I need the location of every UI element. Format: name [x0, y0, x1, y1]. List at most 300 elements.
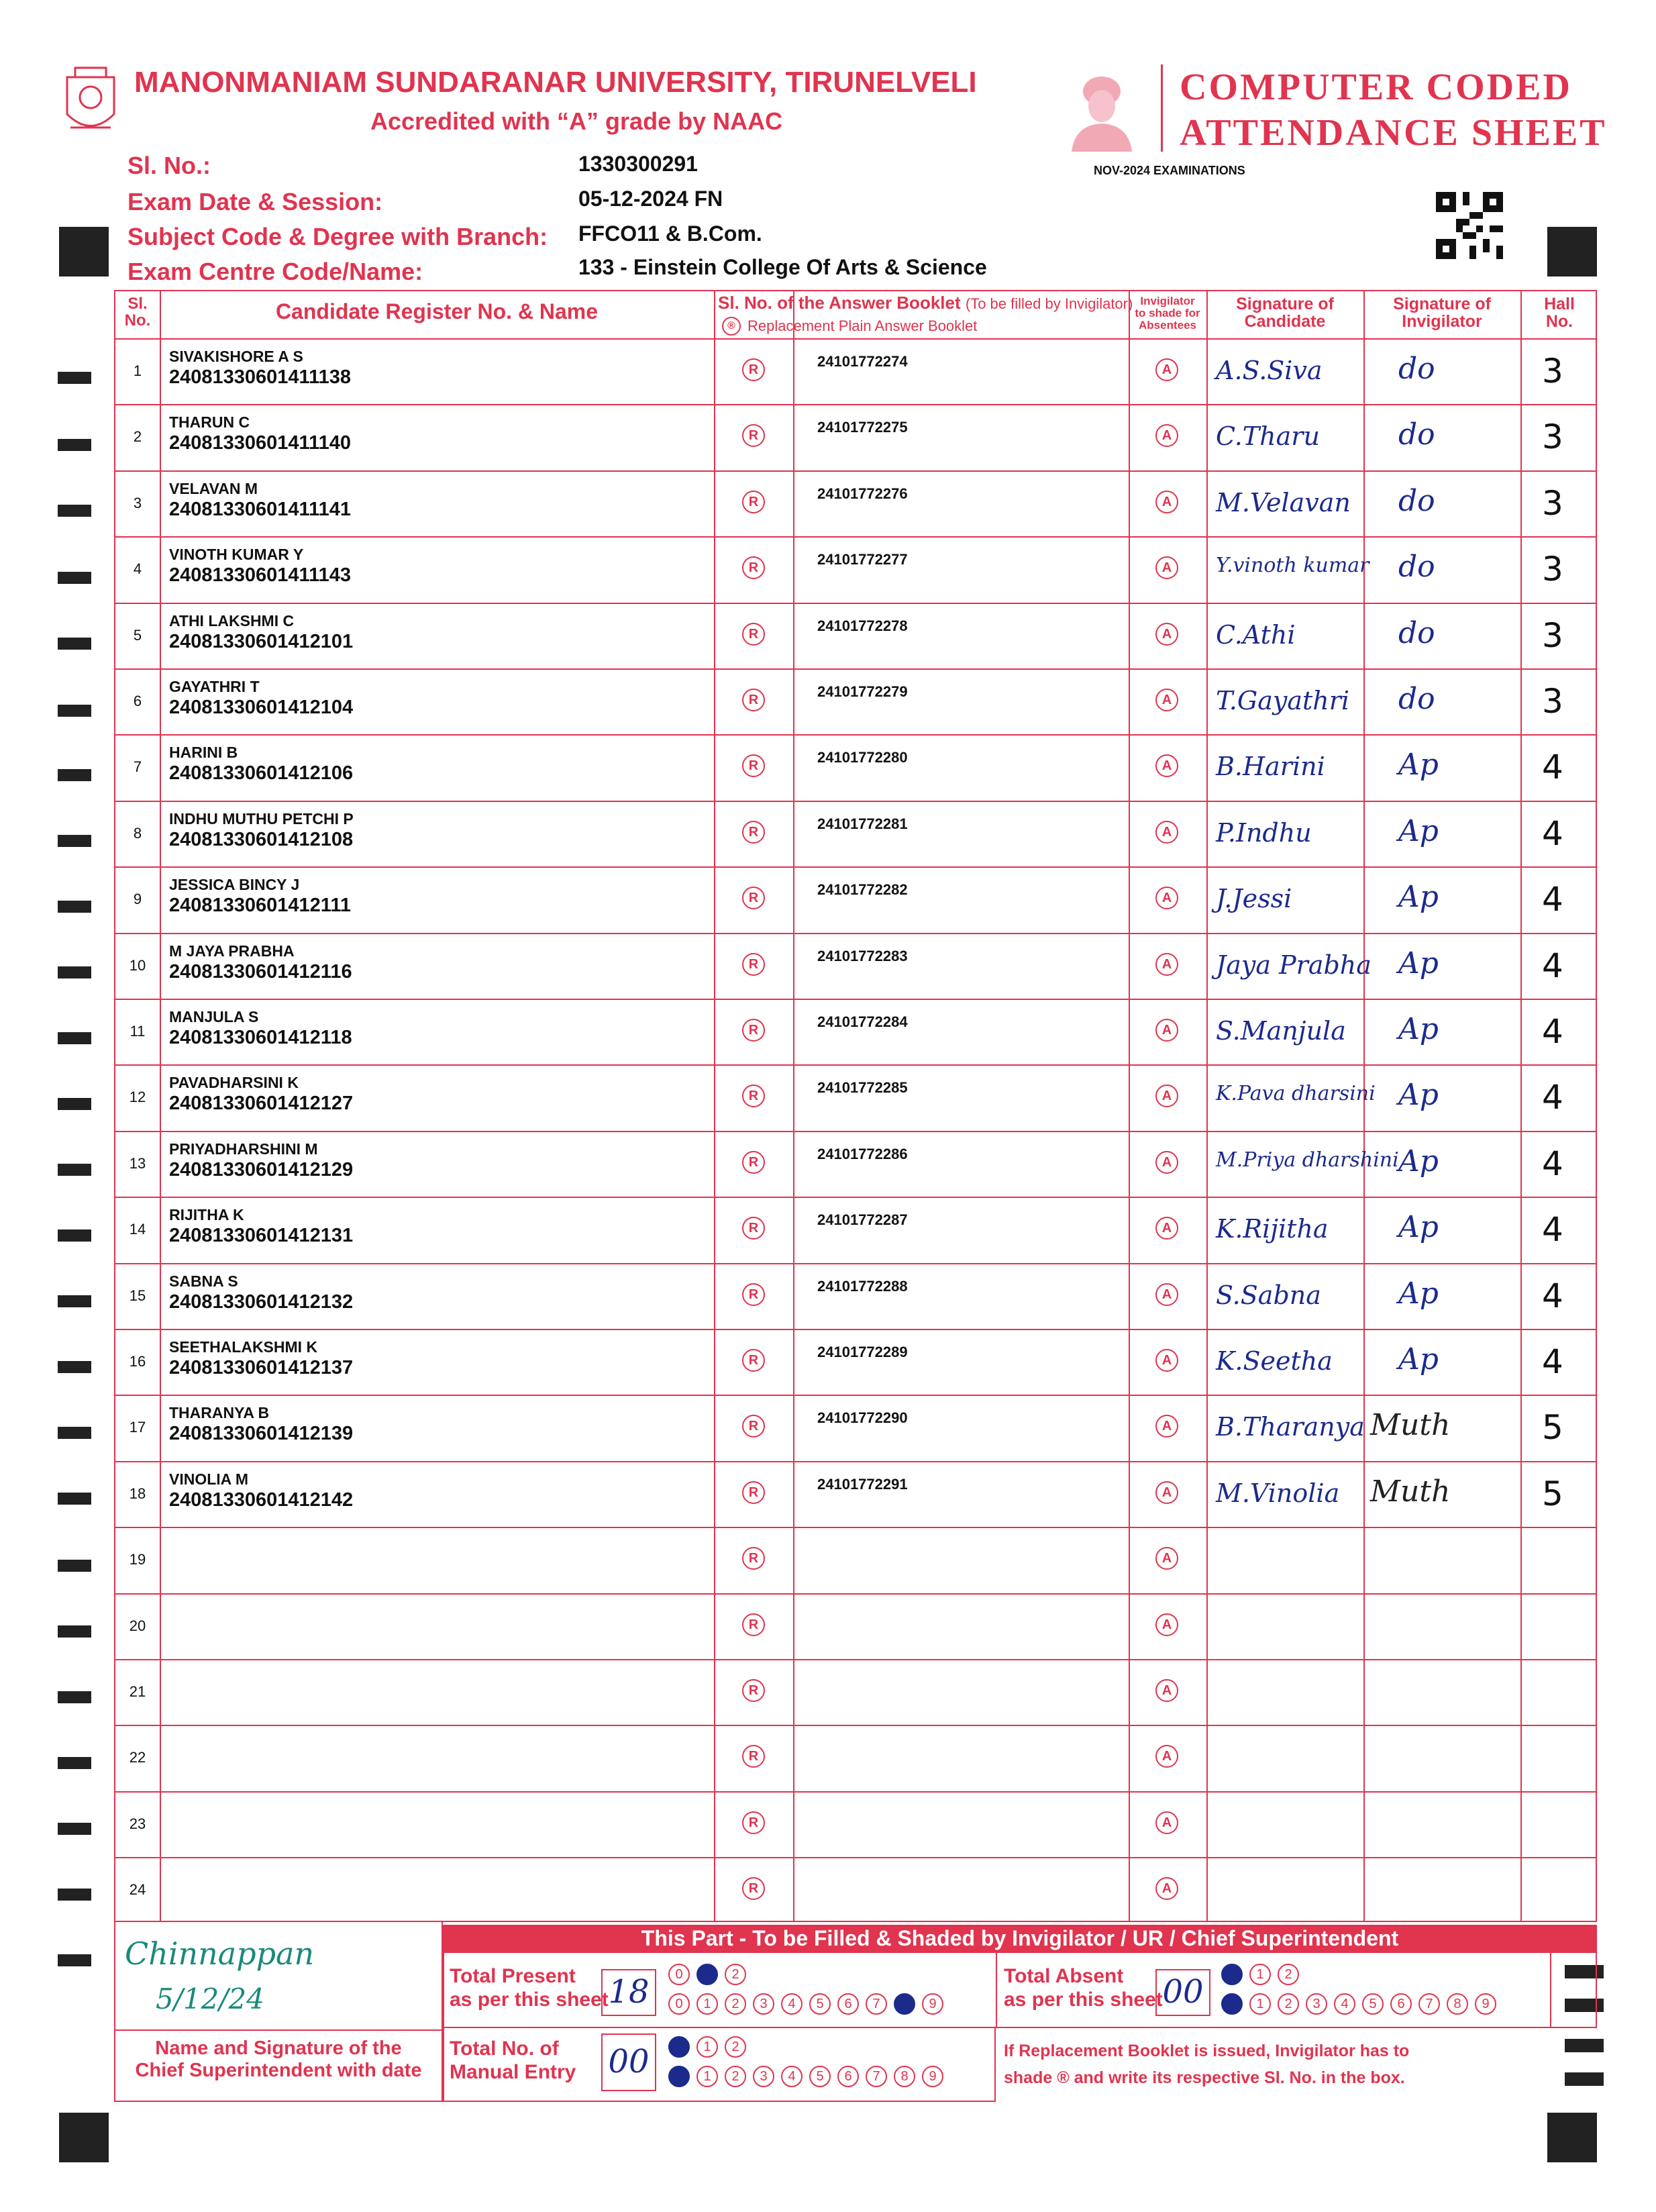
invigilator-signature: Ap [1398, 880, 1439, 915]
answer-booklet-no: 24101772284 [817, 1013, 908, 1030]
candidate-name: VELAVAN M [169, 479, 258, 497]
absent-units-bubble[interactable]: 6 [1390, 1993, 1412, 2015]
invigilator-signature: Ap [1398, 946, 1439, 981]
replacement-booklet-bubble[interactable]: R [742, 1613, 765, 1636]
present-units-bubble[interactable]: 2 [725, 1993, 746, 2015]
timing-mark-left [58, 901, 91, 913]
hall-no: 4 [1542, 748, 1563, 787]
invigilator-signature: Ap [1398, 1342, 1439, 1376]
candidate-register-no: 24081330601412118 [169, 1027, 352, 1048]
chief-superintendent-label: Name and Signature of the Chief Superintendent with date [135, 2038, 422, 2082]
invigilator-signature: Ap [1398, 1012, 1439, 1046]
row-sl-no: 19 [129, 1551, 146, 1568]
timing-mark-left [58, 966, 91, 978]
replacement-booklet-bubble[interactable]: R [742, 1415, 765, 1438]
manual-tens-bubble[interactable]: 0 [668, 2036, 690, 2058]
total-present-value[interactable]: 18 [601, 1969, 656, 2016]
row-sl-no: 22 [129, 1749, 146, 1766]
candidate-register-no: 24081330601411138 [169, 366, 351, 388]
hall-no: 3 [1542, 483, 1563, 523]
answer-booklet-no: 24101772279 [817, 683, 908, 700]
row-sl-no: 7 [133, 758, 142, 776]
absent-tens-bubble[interactable]: 1 [1249, 1964, 1271, 1985]
present-units-bubble[interactable]: 5 [809, 1993, 831, 2015]
present-units-bubble[interactable]: 9 [922, 1993, 943, 2015]
absentee-bubble[interactable]: A [1155, 887, 1178, 909]
absent-units-bubble[interactable]: 4 [1334, 1993, 1355, 2015]
row-divider [115, 933, 1596, 934]
absentee-bubble[interactable]: A [1155, 1151, 1178, 1174]
absentee-bubble[interactable]: A [1155, 424, 1178, 447]
row-divider [115, 1791, 1596, 1793]
candidate-signature: S.Manjula [1216, 1016, 1346, 1046]
footer-divider [1550, 1952, 1551, 2028]
answer-booklet-no: 24101772281 [817, 815, 908, 832]
row-sl-no: 10 [129, 956, 146, 974]
candidate-register-no: 24081330601412104 [169, 697, 354, 718]
row-divider [115, 1593, 1596, 1595]
absentee-bubble[interactable]: A [1155, 821, 1178, 844]
candidate-register-no: 24081330601412142 [169, 1489, 354, 1511]
col-booklet-main: Sl. No. of the Answer Booklet [718, 293, 961, 313]
replacement-booklet-bubble[interactable]: R [742, 1085, 765, 1107]
candidate-signature: K.Seetha [1216, 1346, 1333, 1376]
answer-booklet-no: 24101772288 [817, 1277, 908, 1295]
hall-no: 5 [1542, 1474, 1563, 1513]
hall-no: 3 [1542, 550, 1563, 589]
absentee-bubble[interactable]: A [1155, 1877, 1178, 1900]
row-divider [115, 338, 1596, 340]
present-units-bubble[interactable]: 3 [753, 1993, 774, 2015]
present-tens-bubble[interactable]: 2 [725, 1964, 746, 1985]
row-sl-no: 1 [133, 362, 142, 379]
col-invigilator-shade: Invigilator to shade for Absentees [1135, 295, 1200, 332]
absent-units-bubble[interactable]: 9 [1475, 1993, 1496, 2015]
candidate-signature: J.Jessi [1216, 884, 1292, 914]
candidate-name: ATHI LAKSHMI C [169, 611, 295, 630]
candidate-name: THARANYA B [169, 1404, 270, 1422]
candidate-signature: P.Indhu [1216, 817, 1312, 848]
present-units-bubble[interactable]: 6 [837, 1993, 859, 2015]
manual-units-bubble[interactable]: 2 [725, 2066, 746, 2087]
invigilator-signature: Ap [1398, 1276, 1439, 1311]
timing-mark-left [58, 439, 91, 451]
hall-no: 4 [1542, 1210, 1563, 1250]
registration-mark-bottom-left [59, 2113, 109, 2162]
candidate-signature: C.Tharu [1216, 421, 1320, 452]
candidate-signature: M.Vinolia [1216, 1478, 1340, 1508]
manual-units-bubble[interactable]: 9 [922, 2066, 943, 2087]
replacement-booklet-bubble[interactable]: R [742, 556, 765, 579]
row-sl-no: 14 [129, 1221, 146, 1238]
manual-units-bubble[interactable]: 5 [809, 2066, 831, 2087]
col-sig-invigilator: Signature of Invigilator [1393, 295, 1491, 332]
registration-mark-top-right [1547, 227, 1597, 276]
replacement-booklet-bubble[interactable]: R [742, 358, 765, 381]
replacement-booklet-bubble[interactable]: R [742, 1811, 765, 1834]
replacement-booklet-bubble[interactable]: R [742, 1877, 765, 1900]
manual-units-bubble[interactable]: 0 [668, 2066, 690, 2087]
candidate-name: THARUN C [169, 413, 250, 432]
candidate-signature: B.Harini [1216, 752, 1325, 782]
candidate-name: VINOLIA M [169, 1470, 248, 1488]
candidate-name: PAVADHARSINI K [169, 1074, 299, 1092]
replacement-booklet-bubble[interactable]: R [742, 1217, 765, 1240]
candidate-register-no: 24081330601411141 [169, 498, 351, 520]
present-units-bubble[interactable]: 8 [894, 1993, 915, 2015]
absentee-bubble[interactable]: A [1155, 1415, 1178, 1438]
sheet-title-line2: ATTENDANCE SHEET [1180, 112, 1607, 154]
candidate-name: VINOTH KUMAR Y [169, 546, 304, 564]
row-divider [115, 1659, 1596, 1660]
absent-units-bubble[interactable]: 7 [1418, 1993, 1440, 2015]
replacement-booklet-bubble[interactable]: R [742, 1547, 765, 1570]
timing-mark-left [58, 1691, 91, 1703]
absent-units-bubble[interactable]: 8 [1447, 1993, 1468, 2015]
replacement-booklet-bubble[interactable]: R [742, 1679, 765, 1702]
absentee-bubble[interactable]: A [1155, 556, 1178, 579]
answer-booklet-no: 24101772286 [817, 1145, 908, 1162]
total-present-label: Total Present as per this sheet [450, 1965, 609, 2011]
candidate-signature: M.Priya dharshini [1216, 1148, 1399, 1172]
row-sl-no: 15 [129, 1287, 146, 1304]
hall-no: 4 [1542, 946, 1563, 985]
hall-no: 4 [1542, 1276, 1563, 1315]
hall-no: 3 [1542, 615, 1563, 655]
invigilator-signature: do [1398, 615, 1435, 650]
timing-mark-left [58, 769, 91, 781]
candidate-name: SEETHALAKSHMI K [169, 1338, 318, 1356]
absentee-bubble[interactable]: A [1155, 1217, 1178, 1240]
chief-superintendent-signature: Chinnappan [125, 1936, 315, 1972]
absentee-bubble[interactable]: A [1155, 689, 1178, 711]
row-divider [115, 1395, 1596, 1396]
replacement-booklet-bubble[interactable]: R [742, 689, 765, 711]
footer-divider [996, 1952, 997, 2028]
candidate-signature: A.S.Siva [1216, 356, 1323, 385]
absentee-bubble[interactable]: A [1155, 623, 1178, 646]
row-sl-no: 23 [129, 1815, 146, 1832]
row-sl-no: 21 [129, 1683, 146, 1700]
timing-mark-right [1565, 2039, 1604, 2052]
subject-label: Subject Code & Degree with Branch: [127, 223, 548, 250]
replacement-booklet-bubble[interactable]: R [742, 1349, 765, 1372]
answer-booklet-no: 24101772283 [817, 947, 908, 964]
candidate-register-no: 24081330601412108 [169, 828, 354, 850]
timing-mark-left [58, 1164, 91, 1176]
replacement-booklet-bubble[interactable]: R [742, 887, 765, 909]
row-divider [115, 1461, 1596, 1462]
absentee-bubble[interactable]: A [1155, 1811, 1178, 1834]
absentee-bubble[interactable]: A [1155, 953, 1178, 976]
replacement-booklet-bubble[interactable]: R [742, 754, 765, 777]
timing-mark-left [58, 1625, 91, 1638]
present-units-bubble[interactable]: 1 [696, 1993, 718, 2015]
candidate-register-no: 24081330601412137 [169, 1357, 354, 1378]
absent-tens-bubble[interactable]: 2 [1278, 1964, 1299, 1985]
candidate-name: M JAYA PRABHA [169, 942, 295, 960]
replacement-booklet-bubble[interactable]: R [742, 491, 765, 513]
hall-no: 4 [1542, 1078, 1563, 1117]
university-logo [60, 64, 121, 141]
timing-mark-right [1565, 2072, 1604, 2086]
candidate-register-no: 24081330601412139 [169, 1423, 354, 1445]
invigilator-signature: do [1398, 550, 1435, 585]
row-sl-no: 4 [133, 560, 142, 578]
timing-mark-left [58, 505, 91, 517]
row-divider [115, 1527, 1596, 1528]
manual-entry-value[interactable]: 00 [601, 2033, 656, 2091]
candidate-name: GAYATHRI T [169, 678, 260, 695]
row-divider [115, 1064, 1596, 1066]
timing-mark-left [58, 1560, 91, 1572]
present-tens-bubble[interactable]: 0 [668, 1964, 690, 1985]
row-sl-no: 8 [133, 824, 142, 842]
absent-units-bubble[interactable]: 1 [1249, 1993, 1271, 2015]
timing-mark-left [58, 1493, 91, 1505]
candidate-signature: Y.vinoth kumar [1216, 554, 1369, 578]
timing-mark-left [58, 1032, 91, 1044]
candidate-signature: K.Pava dharsini [1216, 1082, 1376, 1106]
row-divider [115, 1329, 1596, 1330]
timing-mark-left [58, 1954, 91, 1966]
row-divider [115, 1263, 1596, 1264]
sl-no-value: 1330300291 [578, 152, 698, 176]
absentee-bubble[interactable]: A [1155, 1349, 1178, 1372]
replacement-booklet-bubble[interactable]: R [742, 1481, 765, 1504]
absent-tens-bubble[interactable]: 0 [1221, 1964, 1243, 1985]
absentee-bubble[interactable]: A [1155, 358, 1178, 381]
manual-units-bubble[interactable]: 4 [781, 2066, 803, 2087]
row-sl-no: 6 [133, 693, 142, 709]
manual-tens-bubble[interactable]: 2 [725, 2036, 746, 2058]
absentee-bubble[interactable]: A [1155, 1283, 1178, 1306]
col-sl-no: Sl. No. [124, 295, 151, 330]
answer-booklet-no: 24101772287 [817, 1211, 908, 1229]
row-sl-no: 11 [130, 1023, 146, 1040]
manual-units-bubble[interactable]: 6 [837, 2066, 859, 2087]
manual-units-bubble[interactable]: 7 [866, 2066, 887, 2087]
candidate-name: PRIYADHARSHINI M [169, 1140, 318, 1158]
invigilator-signature: Ap [1398, 1078, 1439, 1113]
absentee-bubble[interactable]: A [1155, 1019, 1178, 1042]
present-units-bubble[interactable]: 4 [781, 1993, 803, 2015]
centre-label: Exam Centre Code/Name: [127, 258, 423, 285]
sl-no-label: Sl. No.: [127, 152, 211, 179]
replacement-note: If Replacement Booklet is issued, Invigilator has to shade ® and write its respective Sl. No. in the box. [1004, 2042, 1410, 2087]
row-sl-no: 13 [129, 1154, 146, 1172]
absentee-bubble[interactable]: A [1155, 1481, 1178, 1504]
invigilator-signature: do [1398, 483, 1435, 518]
replacement-booklet-bubble[interactable]: R [742, 424, 765, 447]
row-sl-no: 9 [133, 891, 142, 908]
row-divider [115, 668, 1596, 670]
exam-session: NOV-2024 EXAMINATIONS [1094, 164, 1245, 177]
row-divider [115, 999, 1596, 1000]
timing-mark-left [58, 1229, 91, 1242]
col-candidate: Candidate Register No. & Name [275, 299, 599, 323]
accreditation: Accredited with “A” grade by NAAC [370, 107, 783, 135]
absentee-bubble[interactable]: A [1155, 754, 1178, 777]
candidate-name: HARINI B [169, 744, 238, 762]
row-sl-no: 12 [129, 1089, 146, 1106]
total-absent-label: Total Absent as per this sheet [1004, 1965, 1163, 2011]
replacement-booklet-bubble[interactable]: R [742, 1019, 765, 1042]
timing-mark-left [58, 1889, 91, 1901]
candidate-register-no: 24081330601412131 [169, 1225, 354, 1247]
candidate-signature: M.Velavan [1216, 487, 1351, 517]
candidate-register-no: 24081330601412127 [169, 1093, 354, 1115]
university-name: MANONMANIAM SUNDARANAR UNIVERSITY, TIRUNELVELI [134, 66, 977, 99]
manual-tens-bubble[interactable]: 1 [696, 2036, 718, 2058]
timing-mark-left [58, 372, 91, 384]
portrait-image [1062, 64, 1142, 152]
replacement-booklet-bubble[interactable]: R [742, 953, 765, 976]
absentee-bubble[interactable]: A [1155, 1547, 1178, 1570]
centre-value: 133 - Einstein College Of Arts & Science [578, 255, 987, 279]
replacement-symbol-icon: ® [722, 317, 741, 336]
row-divider [115, 1857, 1596, 1858]
answer-booklet-no: 24101772285 [817, 1079, 908, 1097]
hall-no: 3 [1542, 417, 1563, 457]
row-sl-no: 3 [133, 494, 142, 511]
absent-units-bubble[interactable]: 5 [1362, 1993, 1384, 2015]
replacement-booklet-bubble[interactable]: R [742, 1283, 765, 1306]
manual-units-bubble[interactable]: 1 [696, 2066, 718, 2087]
row-sl-no: 2 [133, 428, 142, 446]
invigilator-signature: do [1398, 352, 1435, 386]
row-divider [115, 603, 1596, 604]
absentee-bubble[interactable]: A [1155, 1745, 1178, 1768]
row-sl-no: 24 [129, 1881, 146, 1899]
invigilator-signature: Ap [1398, 1210, 1439, 1245]
candidate-register-no: 24081330601411140 [169, 432, 351, 454]
col-booklet [714, 293, 1133, 313]
candidate-register-no: 24081330601412129 [169, 1158, 354, 1180]
absent-units-bubble[interactable]: 2 [1278, 1993, 1299, 2015]
row-sl-no: 18 [129, 1485, 146, 1502]
answer-booklet-no: 24101772289 [817, 1344, 908, 1360]
timing-mark-left [58, 1361, 91, 1373]
row-sl-no: 16 [129, 1353, 146, 1370]
candidate-signature: B.Tharanya [1216, 1412, 1365, 1442]
invigilator-signature: Ap [1398, 813, 1439, 848]
invigilator-signature: do [1398, 682, 1435, 716]
candidate-register-no: 24081330601412101 [169, 630, 354, 652]
answer-booklet-no: 24101772290 [817, 1409, 908, 1427]
invigilator-signature: Muth [1370, 1408, 1451, 1443]
answer-booklet-no: 24101772280 [817, 749, 908, 766]
timing-mark-left [58, 835, 91, 847]
candidate-register-no: 24081330601412116 [169, 960, 352, 983]
qr-code-icon [1436, 192, 1503, 259]
col-booklet-replacement: Replacement Plain Answer Booklet [747, 317, 978, 334]
timing-mark-left [58, 1823, 91, 1835]
manual-units-bubble[interactable]: 8 [894, 2066, 915, 2087]
answer-booklet-no: 24101772276 [817, 485, 908, 502]
answer-booklet-no: 24101772275 [817, 419, 908, 436]
manual-entry-label: Total No. of Manual Entry [450, 2038, 576, 2083]
candidate-signature: T.Gayathri [1216, 686, 1350, 715]
col-hall: Hall No. [1544, 295, 1575, 332]
answer-booklet-no: 24101772277 [817, 551, 908, 568]
candidate-name: SIVAKISHORE A S [169, 348, 303, 365]
exam-date-label: Exam Date & Session: [127, 188, 383, 215]
answer-booklet-no: 24101772278 [817, 617, 908, 634]
header-divider [1161, 64, 1163, 152]
row-sl-no: 20 [129, 1617, 146, 1634]
timing-mark-left [58, 1098, 91, 1110]
row-sl-no: 5 [133, 626, 142, 644]
absentee-bubble[interactable]: A [1155, 1085, 1178, 1107]
candidate-register-no: 24081330601412106 [169, 762, 354, 785]
replacement-booklet-bubble[interactable]: R [742, 821, 765, 844]
absentee-bubble[interactable]: A [1155, 491, 1178, 513]
row-sl-no: 17 [129, 1419, 146, 1436]
absentee-bubble[interactable]: A [1155, 1679, 1178, 1702]
replacement-booklet-bubble[interactable]: R [742, 623, 765, 646]
invigilator-signature: do [1398, 417, 1435, 452]
present-units-bubble[interactable]: 0 [668, 1993, 690, 2015]
absent-units-bubble[interactable]: 0 [1221, 1993, 1243, 2015]
absent-units-bubble[interactable]: 3 [1306, 1993, 1327, 2015]
registration-mark-top-left [59, 227, 109, 276]
hall-no: 4 [1542, 1144, 1563, 1183]
candidate-name: RIJITHA K [169, 1206, 244, 1224]
present-units-bubble[interactable]: 7 [866, 1993, 887, 2015]
registration-mark-bottom-right [1547, 2113, 1597, 2162]
row-divider [115, 734, 1596, 736]
total-absent-value[interactable]: 00 [1155, 1969, 1210, 2016]
candidate-name: JESSICA BINCY J [169, 876, 300, 894]
timing-mark-left [58, 1295, 91, 1307]
replacement-booklet-bubble[interactable]: R [742, 1745, 765, 1768]
row-divider [115, 1197, 1596, 1198]
col-sig-candidate: Signature of Candidate [1236, 295, 1334, 332]
subject-value: FFCO11 & B.Com. [578, 221, 762, 246]
timing-mark-left [58, 1427, 91, 1439]
candidate-register-no: 24081330601412132 [169, 1291, 354, 1313]
invigilator-signature: Ap [1398, 748, 1439, 783]
candidate-name: MANJULA S [169, 1008, 259, 1025]
hall-no: 4 [1542, 813, 1563, 853]
answer-booklet-no: 24101772291 [817, 1475, 908, 1493]
invigilator-signature: Muth [1370, 1474, 1451, 1509]
timing-mark-left [58, 705, 91, 717]
present-tens-bubble[interactable]: 1 [696, 1964, 718, 1985]
hall-no: 3 [1542, 682, 1563, 721]
row-divider [115, 1725, 1596, 1726]
replacement-booklet-bubble[interactable]: R [742, 1151, 765, 1174]
row-divider [115, 866, 1596, 868]
hall-no: 4 [1542, 880, 1563, 919]
candidate-signature: K.Rijitha [1216, 1214, 1329, 1244]
hall-no: 4 [1542, 1342, 1563, 1381]
cs-divider [114, 2029, 443, 2031]
candidate-signature: Jaya Prabha [1216, 950, 1372, 980]
row-divider [115, 470, 1596, 472]
attendance-table [114, 290, 1597, 1922]
footer-banner: This Part - To be Filled & Shaded by Invigilator / UR / Chief Superintendent [443, 1925, 1597, 1953]
timing-mark-left [58, 1757, 91, 1769]
exam-date-value: 05-12-2024 FN [578, 187, 723, 211]
manual-units-bubble[interactable]: 3 [753, 2066, 774, 2087]
timing-mark-left [58, 638, 91, 650]
row-divider [115, 404, 1596, 405]
col-booklet-note: (To be filled by Invigilator) [965, 295, 1133, 312]
candidate-name: SABNA S [169, 1272, 238, 1290]
absentee-bubble[interactable]: A [1155, 1613, 1178, 1636]
